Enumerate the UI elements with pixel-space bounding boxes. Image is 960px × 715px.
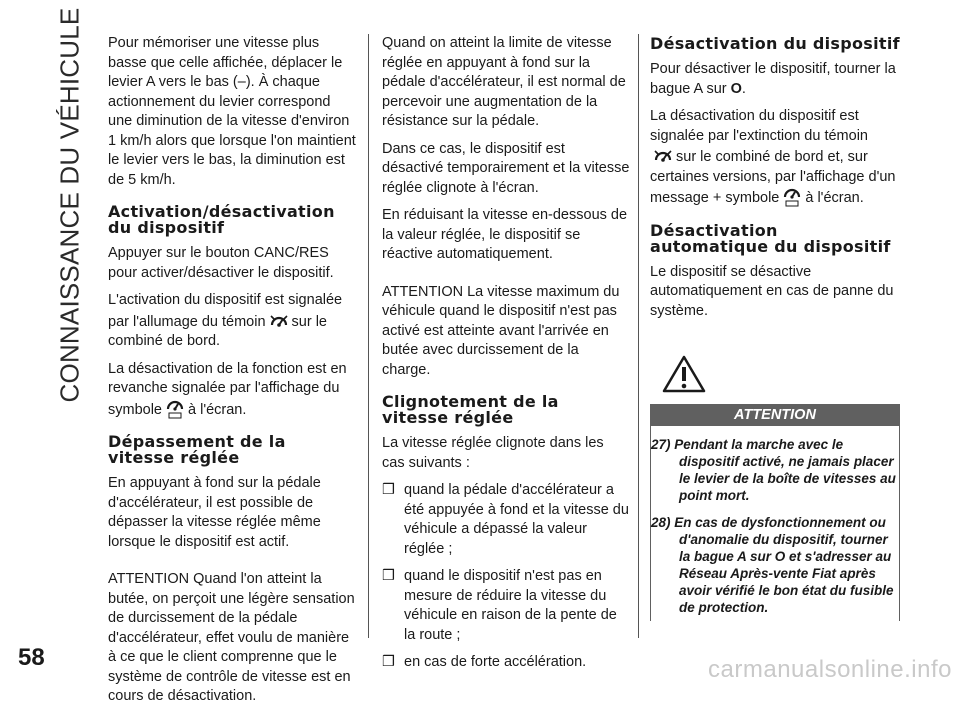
attention-item	[651, 514, 897, 616]
ring-position-o: O	[730, 80, 742, 97]
heading-deactivation: Désactivation du dispositif	[650, 34, 900, 53]
attention-box	[650, 426, 900, 621]
cruise-off-icon	[782, 187, 802, 207]
paragraph: Dans ce cas, le dispositif est désactivé temporairement et la vitesse réglée clignote à l'écran.	[382, 140, 630, 196]
heading-overspeed: Dépassement de la vitesse réglée	[108, 432, 286, 467]
attention-item	[651, 436, 897, 504]
column-2	[382, 34, 630, 681]
paragraph-attention-note: ATTENTION La vitesse maximum du véhicule quand le dispositif n'est pas activé est atteinte avant l'arrivée en butée avec durcissement de la charge.	[382, 283, 620, 378]
paragraph: Pour mémoriser une vitesse plus basse que celle affichée, déplacer le levier A vers le bas (–). À chaque actionnement du levier correspond une diminution de la vitesse d'environ 1 km/h alors que lorsque l'on maintient le levier vers le bas, la diminution est de 5 km/h.	[108, 35, 356, 188]
paragraph: En réduisant la vitesse en-dessous de la valeur réglée, le dispositif se réactive automatiquement.	[382, 207, 628, 262]
text: La désactivation de la fonction est en revanche signalée par l'affichage du symbole	[108, 360, 347, 418]
paragraph: Appuyer sur le bouton CANC/RES pour activer/désactiver le dispositif.	[108, 245, 334, 281]
list-item-text: quand la pédale d'accélérateur a été appuyée à fond et la vitesse du véhicule a dépassé la valeur réglée ;	[404, 482, 629, 557]
cruise-control-icon	[653, 146, 673, 166]
paragraph-attention-note: ATTENTION Quand l'on atteint la butée, on perçoit une légère sensation de durcissement de la pédale d'accélérateur, effet voulu de manière à ce que le client comprenne que le système de contrôle de vitesse est en cours de désactivation.	[108, 571, 355, 704]
column-divider-1	[368, 34, 369, 638]
paragraph-deactivation-indicator	[650, 107, 900, 209]
list-item	[382, 653, 630, 673]
paragraph-activation-indicator	[108, 291, 356, 352]
bullet-box-icon: ❒	[382, 654, 395, 670]
text: à l'écran.	[805, 190, 864, 206]
column-divider-2	[638, 34, 639, 638]
column-3	[650, 34, 900, 621]
heading-auto-deactivation: Désactivation automatique du dispositif	[650, 220, 891, 256]
attention-item-number: 28)	[651, 515, 671, 530]
list-item	[382, 481, 630, 559]
paragraph: Quand on atteint la limite de vitesse réglée en appuyant à fond sur la pédale d'accélérateur, il est normal de percevoir une augmentation de la résistance sur la pédale.	[382, 35, 626, 129]
text: L'activation du dispositif est signalée par l'allumage du témoin	[108, 292, 343, 330]
watermark: carmanualsonline.info	[708, 656, 952, 683]
paragraph	[650, 60, 900, 99]
attention-item-number: 27)	[651, 437, 671, 452]
bullet-box-icon: ❒	[382, 482, 395, 498]
cruise-control-icon	[269, 311, 289, 331]
section-title-text: CONNAISSANCE DU VÉHICULE	[54, 7, 85, 403]
list-item-text: quand le dispositif n'est pas en mesure de réduire la vitesse du véhicule en raison de la pente de la route ;	[404, 568, 617, 643]
page-number: 58	[18, 644, 45, 671]
heading-blinking-speed: Clignotement de la vitesse réglée	[382, 392, 559, 427]
paragraph-deactivation-display	[108, 360, 356, 421]
attention-header: ATTENTION	[650, 404, 900, 426]
heading-activation: Activation/désactivation du dispositif	[108, 202, 335, 237]
warning-triangle-icon	[662, 355, 706, 393]
text: sur le combiné de bord.	[108, 313, 327, 349]
bullet-box-icon: ❒	[382, 568, 395, 584]
section-title	[50, 7, 90, 403]
text: à l'écran.	[188, 401, 247, 418]
paragraph: Le dispositif se désactive automatiquement en cas de panne du système.	[650, 263, 894, 319]
attention-item-text: En cas de dysfonctionnement ou d'anomalie du dispositif, tourner la bague A sur O et s'adresser au Réseau Après-vente Fiat après avoir vérifié le bon état du fusible de protection.	[674, 515, 894, 615]
paragraph: En appuyant à fond sur la pédale d'accélérateur, il est possible de dépasser la vitesse réglée même lorsque le dispositif est actif.	[108, 475, 321, 550]
text: La désactivation du dispositif est signalée par l'extinction du témoin	[650, 108, 868, 144]
list-item-text: en cas de forte accélération.	[404, 654, 587, 670]
text: sur le combiné de bord et, sur certaines versions, par l'affichage d'un message + symbole	[650, 149, 896, 206]
text: .	[741, 80, 746, 97]
attention-item-text: Pendant la marche avec le dispositif activé, ne jamais placer le levier de la boîte de vitesses au point mort.	[674, 437, 896, 503]
text: Pour désactiver le dispositif, tourner la bague A sur	[650, 61, 896, 97]
paragraph: La vitesse réglée clignote dans les cas suivants :	[382, 435, 604, 471]
cruise-off-icon	[165, 399, 185, 419]
column-1	[108, 34, 356, 715]
list-item	[382, 567, 630, 645]
